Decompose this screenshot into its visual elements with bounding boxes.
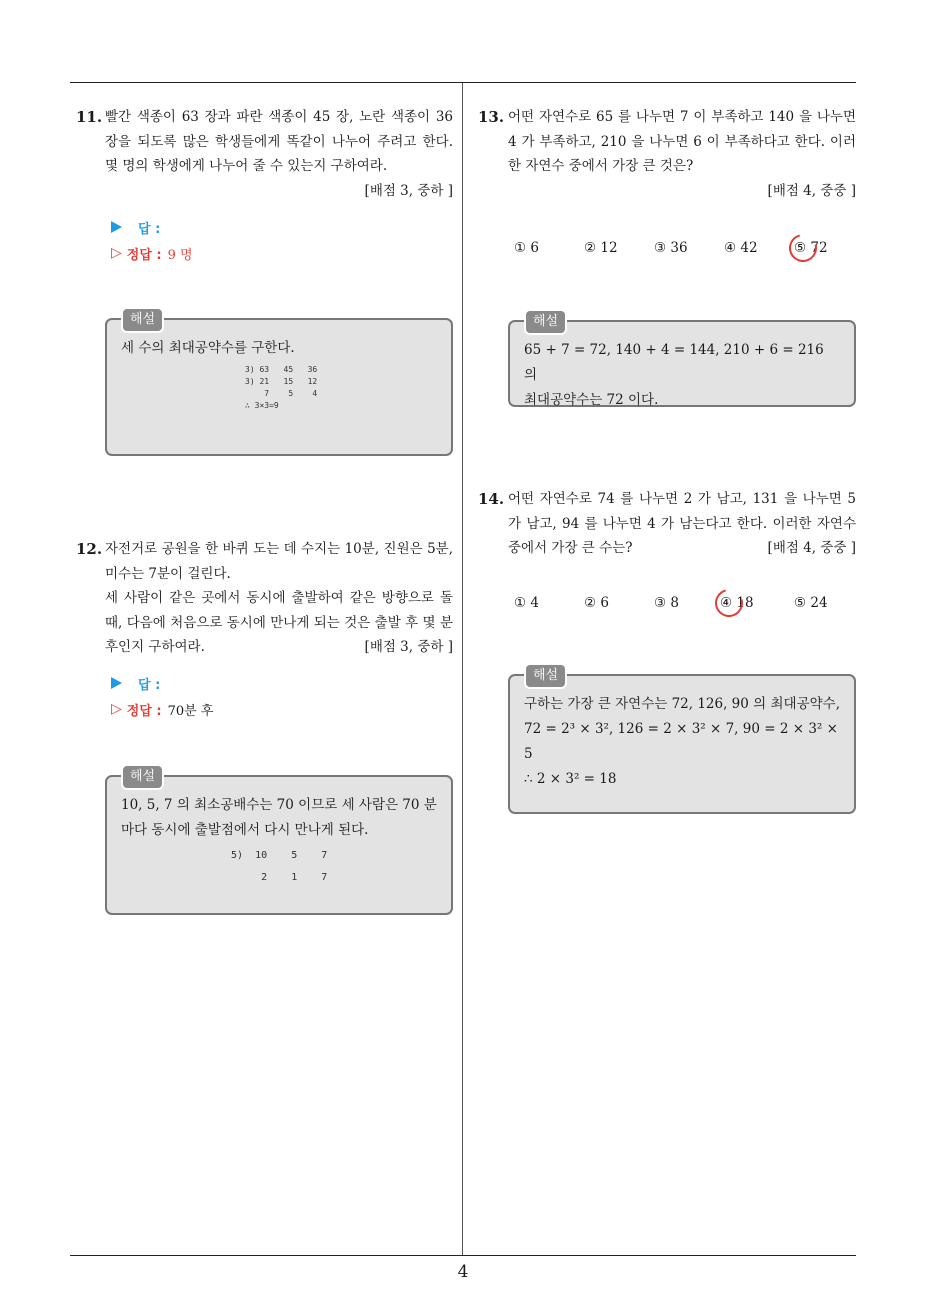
question-14-text: 어떤 자연수로 74 를 나누면 2 가 남고, 131 을 나누면 5 가 남고, 94 를 나누면 4 가 남는다고 한다. 이러한 자연수 중에서 가장 큰 수는?: [508, 491, 856, 556]
solution-line-2: 최대공약수는 72 이다.: [524, 392, 659, 408]
triangle-outline-icon: ▷: [111, 245, 122, 261]
selected-circle-mark: [784, 229, 822, 267]
choice-4[interactable]: ④ 42: [724, 240, 758, 256]
choice-4-selected[interactable]: ④ 18: [720, 595, 794, 611]
page-number: 4: [457, 1262, 469, 1282]
question-12-answer: [111, 670, 213, 722]
column-divider: [462, 83, 463, 1255]
answer-label: 답 :: [138, 677, 161, 693]
question-11-text: 빨간 색종이 63 장과 파란 색종이 45 장, 노란 색종이 36 장을 되도록 많은 학생들에게 똑같이 나누어 주려고 한다. 몇 명의 학생에게 나누어 줄 수 있는지 구하여라.: [105, 109, 453, 174]
question-13-meta: [배점 4, 중중 ]: [767, 182, 856, 199]
choice-5-selected[interactable]: ⑤ 72: [794, 240, 854, 256]
question-11-number: 11.: [76, 108, 103, 126]
correct-label: 정답 :: [126, 247, 162, 263]
question-13-choices: [514, 240, 854, 256]
play-icon: [111, 677, 122, 689]
choice-3[interactable]: ③ 36: [654, 240, 688, 256]
solution-calc: 5) 10 5 7 2 1 7: [231, 850, 328, 883]
choice-5[interactable]: ⑤ 24: [794, 595, 828, 611]
question-13: [508, 105, 856, 203]
question-12-text-2: 세 사람이 같은 곳에서 동시에 출발하여 같은 방향으로 돌 때, 다음에 처음으로 동시에 만나게 되는 것은 출발 후 몇 분 후인지 구하여라.: [105, 590, 453, 655]
question-14: [508, 487, 856, 561]
solution-line-2: 72 = 2³ × 3², 126 = 2 × 3² × 7, 90 = 2 × 3² × 5: [524, 721, 838, 762]
question-12: [105, 537, 453, 660]
choice-2[interactable]: ② 12: [584, 240, 618, 256]
question-11: [105, 105, 453, 203]
solution-text: 10, 5, 7 의 최소공배수는 70 이므로 세 사람은 70 분마다 동시에 출발점에서 다시 만나게 된다.: [121, 797, 437, 838]
question-14-number: 14.: [478, 490, 505, 508]
top-rule: [70, 82, 856, 83]
solution-tab: 해설: [524, 663, 567, 689]
bottom-rule: [70, 1255, 856, 1256]
selected-circle-mark: [710, 584, 748, 622]
solution-tab: 해설: [121, 307, 164, 333]
play-icon: [111, 221, 122, 233]
solution-text: 세 수의 최대공약수를 구한다.: [121, 340, 295, 356]
question-13-text: 어떤 자연수로 65 를 나누면 7 이 부족하고 140 을 나누면 4 가 부족하고, 210 을 나누면 6 이 부족하다고 한다. 이러한 자연수 중에서 가장 큰 것은?: [508, 109, 856, 174]
question-12-text-1: 자전거로 공원을 한 바퀴 도는 데 수지는 10분, 진원은 5분, 미수는 7분이 걸린다.: [105, 541, 453, 582]
correct-label: 정답 :: [126, 703, 162, 719]
solution-tab: 해설: [121, 764, 164, 790]
choice-3[interactable]: ③ 8: [654, 595, 679, 611]
choice-1[interactable]: ① 6: [514, 240, 539, 256]
solution-box-12: [105, 769, 453, 915]
solution-calc: 3) 63 45 36 3) 21 15 12 7 5 4 ∴ 3×3=9: [245, 365, 318, 410]
question-12-number: 12.: [76, 540, 103, 558]
choice-2[interactable]: ② 6: [584, 595, 609, 611]
correct-value: 70분 후: [167, 703, 214, 719]
solution-box-14: [508, 668, 856, 814]
solution-line-1: 65 + 7 = 72, 140 + 4 = 144, 210 + 6 = 216 의: [524, 342, 824, 383]
solution-tab: 해설: [524, 309, 567, 335]
answer-label: 답 :: [138, 221, 161, 237]
solution-line-3: ∴ 2 × 3² = 18: [524, 771, 617, 787]
question-13-number: 13.: [478, 108, 505, 126]
choice-1[interactable]: ① 4: [514, 595, 539, 611]
triangle-outline-icon: ▷: [111, 701, 122, 717]
question-14-choices: [514, 595, 854, 611]
correct-value: 9 명: [167, 247, 193, 263]
question-11-meta: [배점 3, 중하 ]: [364, 182, 453, 199]
solution-box-13: [508, 314, 856, 408]
solution-box-11: [105, 312, 453, 456]
question-12-meta: [배점 3, 중하 ]: [364, 639, 453, 655]
question-11-answer: [111, 214, 193, 266]
question-14-meta: [배점 4, 중중 ]: [767, 540, 856, 556]
solution-line-1: 구하는 가장 큰 자연수는 72, 126, 90 의 최대공약수,: [524, 696, 840, 712]
